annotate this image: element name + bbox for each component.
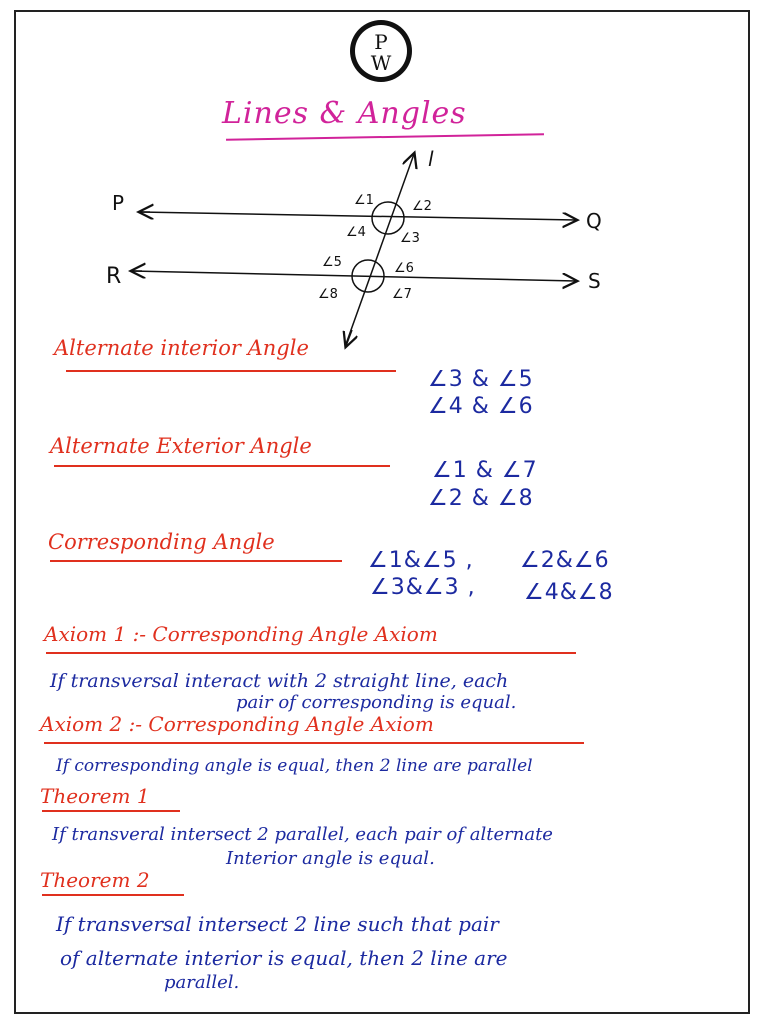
logo-letter-p: P: [374, 30, 388, 54]
axiom2-heading: Axiom 2 :- Corresponding Angle Axiom: [40, 712, 434, 736]
transversal-l: [346, 154, 414, 344]
alt-exterior-heading: Alternate Exterior Angle: [50, 434, 312, 458]
alt-interior-pair-1: ∠3 & ∠5: [428, 367, 534, 392]
corresponding-pair-1: ∠1&∠5 ,: [368, 548, 474, 573]
axiom1-underline: [46, 652, 576, 654]
corresponding-pair-3: ∠3&∠3 ,: [370, 575, 476, 600]
alt-exterior-pair-2: ∠2 & ∠8: [428, 486, 534, 511]
angle-4-label: ∠4: [346, 225, 366, 240]
label-l: l: [428, 147, 434, 171]
angle-6-label: ∠6: [394, 261, 414, 276]
theorem1-line-2: Interior angle is equal.: [226, 848, 435, 869]
alt-interior-heading: Alternate interior Angle: [54, 336, 309, 360]
corresponding-pair-4: ∠4&∠8: [524, 580, 614, 605]
line-pq: [140, 212, 576, 220]
transversal-down-arrow: [346, 330, 352, 346]
corresponding-underline: [50, 560, 342, 562]
corresponding-heading: Corresponding Angle: [48, 530, 275, 554]
logo-letter-w: W: [370, 51, 392, 75]
axiom2-line-1: If corresponding angle is equal, then 2 line are parallel: [56, 756, 533, 776]
label-r: R: [106, 264, 122, 289]
page-title: Lines & Angles: [222, 96, 467, 131]
angle-2-label: ∠2: [412, 199, 432, 214]
alt-exterior-pair-1: ∠1 & ∠7: [432, 458, 538, 483]
theorem2-line-1: If transversal intersect 2 line such that pair: [56, 912, 499, 936]
theorem1-underline: [42, 810, 180, 812]
theorem2-heading: Theorem 2: [40, 868, 150, 892]
label-s: S: [588, 269, 601, 293]
alt-interior-underline: [66, 370, 396, 372]
line-rs: [132, 271, 576, 281]
axiom1-line-2: pair of corresponding is equal.: [236, 692, 517, 713]
angle-5-label: ∠5: [322, 255, 342, 270]
theorem2-line-2: of alternate interior is equal, then 2 line are: [60, 946, 508, 970]
angle-8-label: ∠8: [318, 287, 338, 302]
label-p: P: [112, 191, 125, 215]
alt-interior-pair-2: ∠4 & ∠6: [428, 394, 534, 419]
theorem1-heading: Theorem 1: [40, 784, 150, 808]
axiom1-line-1: If transversal interact with 2 straight line, each: [50, 670, 509, 692]
axiom1-heading: Axiom 1 :- Corresponding Angle Axiom: [44, 622, 438, 646]
theorem2-line-3: parallel.: [164, 972, 240, 993]
corresponding-pair-2: ∠2&∠6: [520, 548, 610, 573]
axiom2-underline: [44, 742, 584, 744]
angle-1-label: ∠1: [354, 193, 374, 208]
alt-exterior-underline: [54, 465, 390, 467]
angle-arcs-top: [372, 202, 404, 234]
angle-3-label: ∠3: [400, 231, 420, 246]
label-q: Q: [586, 209, 602, 233]
parallel-lines-diagram: [0, 140, 768, 360]
theorem1-line-1: If transveral intersect 2 parallel, each pair of alternate: [52, 824, 553, 845]
pw-logo: [350, 20, 412, 82]
theorem2-underline: [42, 894, 184, 896]
angle-7-label: ∠7: [392, 287, 412, 302]
